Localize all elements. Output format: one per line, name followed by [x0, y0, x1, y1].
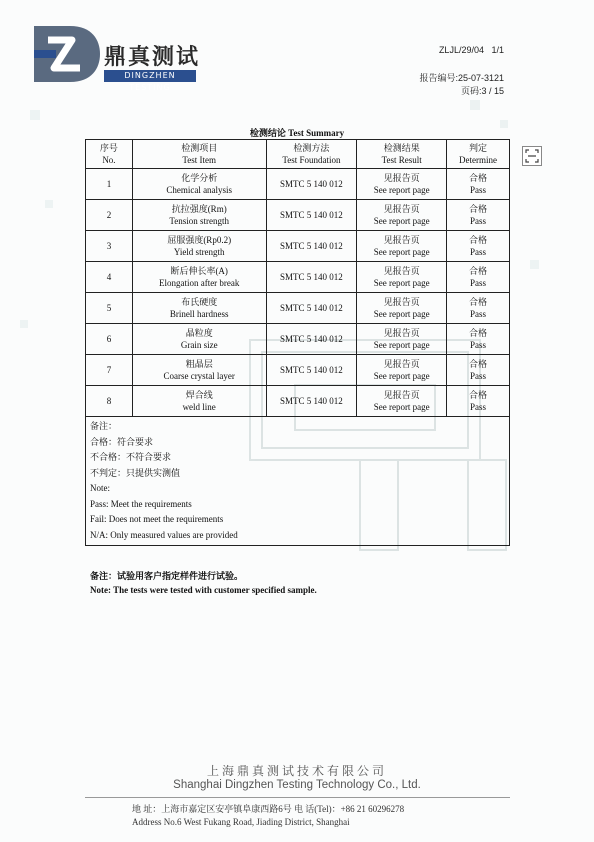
column-header: 检测项目 Test Item — [132, 140, 266, 169]
cell-determine: 合格 Pass — [447, 200, 510, 231]
note-line: 合格：符合要求 — [90, 436, 154, 447]
note-line: 备注： — [90, 421, 118, 431]
footer-address-cn: 地 址：上海市嘉定区安亭镇阜康西路6号 电 话(Tel)：+86 21 60296278 — [132, 804, 405, 814]
cell-method: SMTC 5 140 012 — [266, 293, 357, 324]
cell-item: 布氏硬度 Brinell hardness — [132, 293, 266, 324]
cell-method: SMTC 5 140 012 — [266, 386, 357, 417]
cell-no: 2 — [86, 200, 133, 231]
table-row — [86, 200, 510, 231]
column-header: 判定 Determine — [447, 140, 510, 169]
cell-result: 见报告页 See report page — [357, 200, 447, 231]
cell-item: 晶粒度 Grain size — [132, 324, 266, 355]
cell-no: 5 — [86, 293, 133, 324]
cell-method: SMTC 5 140 012 — [266, 169, 357, 200]
section-title: 检测结论 Test Summary — [249, 128, 345, 138]
brand-name-cn: 鼎真测试 — [104, 44, 201, 70]
cell-method: SMTC 5 140 012 — [266, 231, 357, 262]
note-line: Fail: Does not meet the requirements — [90, 514, 224, 524]
cell-determine: 合格 Pass — [447, 169, 510, 200]
table-row — [86, 231, 510, 262]
cell-no: 7 — [86, 355, 133, 386]
footer-company-cn: 上海鼎真测试技术有限公司 — [206, 764, 387, 778]
cell-method: SMTC 5 140 012 — [266, 324, 357, 355]
cell-result: 见报告页 See report page — [357, 262, 447, 293]
cell-item: 焊合线 weld line — [132, 386, 266, 417]
cell-method: SMTC 5 140 012 — [266, 262, 357, 293]
table-row — [86, 386, 510, 417]
cell-determine: 合格 Pass — [447, 324, 510, 355]
report-number: 报告编号:25-07-3121 — [419, 73, 504, 83]
cell-result: 见报告页 See report page — [357, 169, 447, 200]
doc-code: ZLJL/29/04 1/1 — [438, 45, 504, 55]
remark-en: Note: The tests were tested with customer specified sample. — [90, 585, 317, 595]
cell-result: 见报告页 See report page — [357, 293, 447, 324]
page-number: 页码:3 / 15 — [460, 86, 504, 96]
column-header: 检测方法 Test Foundation — [266, 140, 357, 169]
cell-result: 见报告页 See report page — [357, 355, 447, 386]
note-line: 不判定：只提供实测值 — [90, 467, 181, 478]
cell-determine: 合格 Pass — [447, 231, 510, 262]
footer-address-en: Address No.6 West Fukang Road, Jiading District, Shanghai — [132, 817, 350, 827]
cell-method: SMTC 5 140 012 — [266, 355, 357, 386]
test-summary-table — [85, 139, 510, 546]
cell-determine: 合格 Pass — [447, 386, 510, 417]
cell-no: 3 — [86, 231, 133, 262]
footer-divider — [85, 797, 510, 798]
cell-result: 见报告页 See report page — [357, 231, 447, 262]
cell-item: 化学分析 Chemical analysis — [132, 169, 266, 200]
cell-result: 见报告页 See report page — [357, 324, 447, 355]
note-line: Note: — [90, 483, 110, 493]
cell-no: 8 — [86, 386, 133, 417]
table-row — [86, 293, 510, 324]
cell-result: 见报告页 See report page — [357, 386, 447, 417]
cell-item: 断后伸长率(A) Elongation after break — [132, 262, 266, 293]
cell-no: 4 — [86, 262, 133, 293]
cell-method: SMTC 5 140 012 — [266, 200, 357, 231]
table-row — [86, 262, 510, 293]
brand-name-en: DINGZHEN TESTING — [104, 70, 196, 82]
cell-determine: 合格 Pass — [447, 262, 510, 293]
cell-item: 屈服强度(Rp0.2) Yield strength — [132, 231, 266, 262]
remark-cn: 备注：试验用客户指定样件进行试验。 — [90, 571, 244, 581]
note-line: N/A: Only measured values are provided — [90, 529, 238, 540]
cell-determine: 合格 Pass — [447, 355, 510, 386]
table-row — [86, 169, 510, 200]
notes-cell — [86, 417, 510, 546]
cell-item: 粗晶层 Coarse crystal layer — [132, 355, 266, 386]
note-line: Pass: Meet the requirements — [90, 498, 192, 509]
notes-row — [86, 417, 510, 546]
table-header-row — [86, 140, 510, 169]
footer-company-en: Shanghai Dingzhen Testing Technology Co., Ltd. — [173, 779, 421, 791]
table-row — [86, 355, 510, 386]
column-header: 序号 No. — [86, 140, 133, 169]
doc-page: 1/1 — [491, 45, 504, 55]
note-line: 不合格：不符合要求 — [90, 452, 172, 462]
cell-no: 1 — [86, 169, 133, 200]
cell-item: 抗拉强度(Rm) Tension strength — [132, 200, 266, 231]
table-row — [86, 324, 510, 355]
scan-icon[interactable] — [522, 146, 542, 166]
cell-determine: 合格 Pass — [447, 293, 510, 324]
column-header: 检测结果 Test Result — [357, 140, 447, 169]
cell-no: 6 — [86, 324, 133, 355]
